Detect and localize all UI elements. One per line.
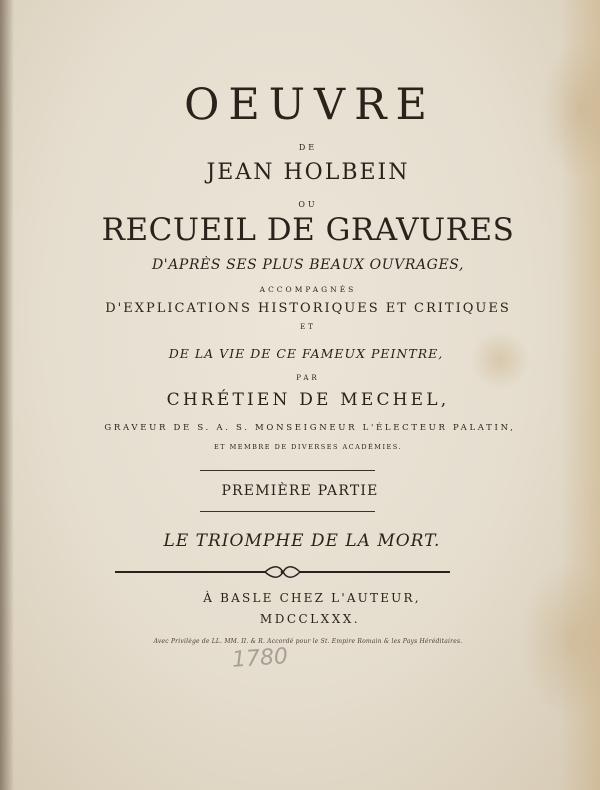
explications-line: D'EXPLICATIONS HISTORIQUES ET CRITIQUES (105, 301, 511, 316)
connector-par: PAR (296, 374, 320, 382)
connector-et: ET (300, 323, 316, 331)
title-connector-ou: OU (298, 200, 318, 209)
author-name: JEAN HOLBEIN (206, 160, 410, 185)
imprint-place: À BASLE CHEZ L'AUTEUR, (203, 591, 421, 605)
connector-accompagnes: ACCOMPAGNÉS (259, 285, 357, 294)
main-title: OEUVRE (184, 80, 436, 130)
life-of-painter-line: DE LA VIE DE CE FAMEUX PEINTRE, (168, 346, 444, 361)
divider-rule-bottom (200, 511, 375, 512)
engraver-name: CHRÉTIEN DE MECHEL, (166, 390, 450, 410)
engraver-membership: ET MEMBRE DE DIVERSES ACADÉMIES. (213, 443, 403, 451)
pencil-annotation: 1780 (231, 644, 289, 673)
subtitle: RECUEIL DE GRAVURES (101, 212, 515, 248)
part-subject: LE TRIOMPHE DE LA MORT. (163, 531, 441, 551)
privilege-note: Avec Privilège de LL. MM. II. & R. Accordé pour le St. Empire Romain & les Pays Héréditaires. (153, 638, 463, 645)
imprint-year: MDCCLXXX. (259, 612, 361, 626)
part-label: PREMIÈRE PARTIE (221, 483, 379, 499)
engraver-title: GRAVEUR DE S. A. S. MONSEIGNEUR L'ÉLECTEUR PALATIN, (104, 423, 516, 433)
divider-rule-top (200, 470, 375, 471)
title-connector-de: DE (298, 143, 318, 152)
subtitle-italic: D'APRÈS SES PLUS BEAUX OUVRAGES, (151, 257, 465, 273)
ornamental-rule (115, 565, 450, 579)
